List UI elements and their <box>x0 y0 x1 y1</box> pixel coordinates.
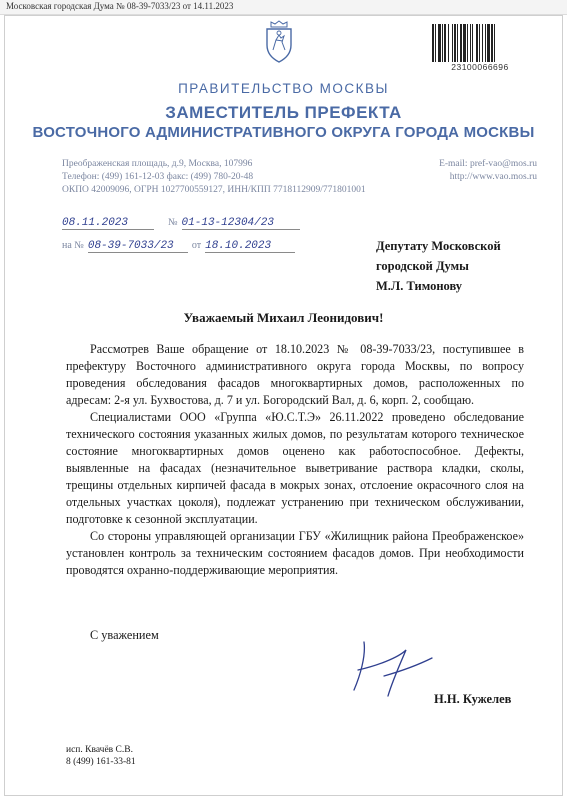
registration-line-2 <box>62 235 295 253</box>
contact-block-left <box>62 158 366 197</box>
addressee-name: М.Л. Тимонову <box>376 279 463 293</box>
email-text: E-mail: pref-vao@mos.ru <box>439 159 537 169</box>
top-bar-text: Московская городская Дума № 08-39-7033/23 от 14.11.2023 <box>6 1 234 11</box>
salutation: Уважаемый Михаил Леонидович! <box>183 310 384 325</box>
signer-name: Н.Н. Кужелев <box>434 692 512 706</box>
body-paragraph: Рассмотрев Ваше обращение от 18.10.2023 № 08-39-7033/23, поступившее в префектуру Восточного административного округа города Москвы, по вопросу проведения обследования фасадов многоквартирных домов, расположенных по адресам: 2-я ул. Бухвостова, д. 7 и ул. Богородский Вал, д. 6, корп. 2, сообщаю. <box>66 342 524 407</box>
executor-block <box>66 744 136 768</box>
body-paragraph: Со стороны управляющей организации ГБУ «Жилищник района Преображенское» установлен контроль за техническим состоянием фасадов домов. При необходимости проводятся охранно-поддерживающие мероприятия. <box>66 529 524 577</box>
body-paragraph: Специалистами ООО «Группа «Ю.С.Т.Э» 26.11.2022 проведено обследование технического состояния указанных жилых домов, по результатам которого техническое состояние многоквартирных домов оценено как работоспособное. Дефекты, выявленные на фасадах (незначительное выветривание раствора кладки, сколы, трещины отдельных кирпичей фасада в мокрых зонах, отслоение окрасочного слоя на отдельных участках цоколя), подлежат устранению при техническом обслуживании, подготовке к сезонной эксплуатации. <box>66 410 524 526</box>
reference-date: 18.10.2023 <box>205 240 295 253</box>
government-title: ПРАВИТЕЛЬСТВО МОСКВЫ <box>178 81 389 96</box>
website-text: http://www.vao.mos.ru <box>449 172 537 182</box>
contact-block-right <box>439 158 537 184</box>
reference-number: 08-39-7033/23 <box>88 240 188 253</box>
reference-prefix: на № <box>62 240 84 251</box>
department-subtitle: ВОСТОЧНОГО АДМИНИСТРАТИВНОГО ОКРУГА ГОРОДА МОСКВЫ <box>32 124 535 141</box>
addressee-block <box>376 236 501 296</box>
codes-text: ОКПО 42009096, ОГРН 1027700559127, ИНН/КПП 7718112909/771801001 <box>62 185 366 195</box>
address-text: Преображенская площадь, д.9, Москва, 107996 <box>62 159 253 169</box>
registration-date: 08.11.2023 <box>62 217 154 230</box>
registration-line-1 <box>62 212 300 230</box>
department-title: ЗАМЕСТИТЕЛЬ ПРЕФЕКТА <box>165 103 402 122</box>
phone-text: Телефон: (499) 161-12-03 факс: (499) 780-20-48 <box>62 172 254 182</box>
letter-body <box>66 341 524 579</box>
addressee-line: Депутату Московской <box>376 239 501 253</box>
executor-phone: 8 (499) 161-33-81 <box>66 757 136 767</box>
moscow-coat-of-arms-icon <box>262 20 296 64</box>
barcode-icon <box>432 24 528 62</box>
registration-number-prefix: № <box>168 217 178 228</box>
barcode-number: 23100066696 <box>451 62 509 72</box>
registration-number: 01-13-12304/23 <box>182 217 300 230</box>
addressee-line: городской Думы <box>376 259 469 273</box>
closing-regards: С уважением <box>90 628 159 642</box>
reference-from-label: от <box>191 240 202 251</box>
executor-name: исп. Квачёв С.В. <box>66 745 133 755</box>
